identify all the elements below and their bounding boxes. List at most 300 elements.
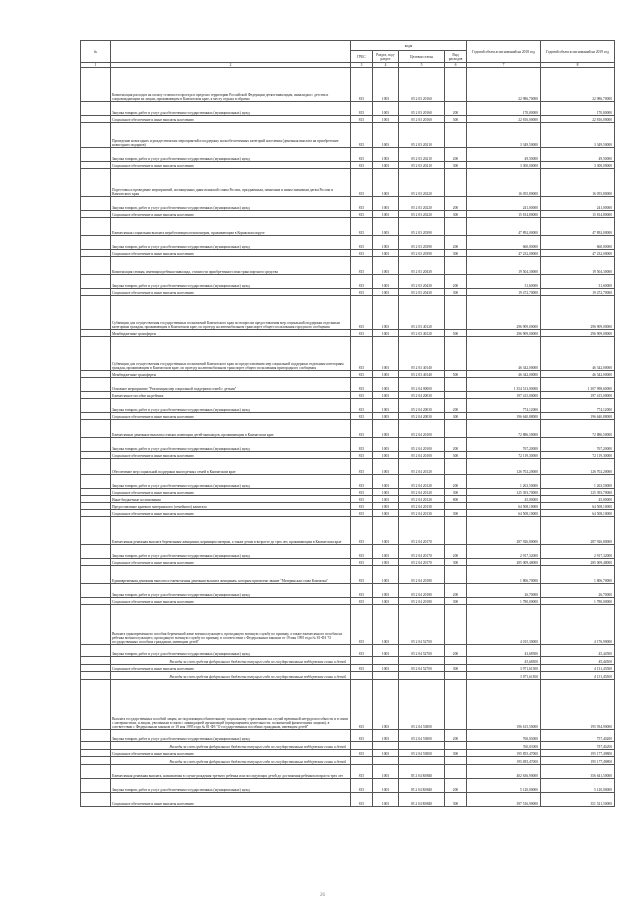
row-value-2019: 15 814,80000 — [541, 211, 615, 218]
row-type — [445, 123, 467, 148]
row-name: Социальное обеспечение и иные выплаты населению — [111, 598, 351, 605]
row-value-2018: 197 415,00000 — [467, 392, 541, 399]
row-grbs: 815 — [351, 545, 373, 559]
row-number — [81, 275, 111, 289]
row-number — [81, 296, 111, 330]
table-row — [81, 475, 615, 489]
row-value-2018: 3 349,50000 — [467, 123, 541, 148]
row-number — [81, 218, 111, 236]
table-row — [81, 289, 615, 296]
row-section: 1003 — [373, 257, 399, 275]
row-name: Субвенции для осуществления государственных полномочий Камчатского края по вопросам предоставления мер социальной поддержки отдельным категориям граждан, проживающим в Камчатском крае, по проезду на автомобильном транспорте общего пользования городского сообщения — [111, 296, 351, 330]
row-name: Компенсация расходов на оплату стоимости проезда в пределах территории Российской Федерации детям-инвалидам, инвалидам с детства и сопровождающим их лицам, проживающим в Камчатском крае, к месту отдыха и обратно — [111, 68, 351, 102]
codes-header: коды — [351, 41, 467, 51]
row-name: Социальное обеспечение и иные выплаты населению — [111, 793, 351, 807]
row-article — [399, 742, 445, 750]
row-name: Ежемесячная денежная выплата беременным женщинам, кормящим матерям, а также детям в возрасте до трех лет, проживающим в Камчатском крае — [111, 517, 351, 545]
row-section: 1003 — [373, 296, 399, 330]
row-value-2019: 22 986,70000 — [541, 68, 615, 102]
row-value-2018: 1 354 513,00000 — [467, 378, 541, 392]
row-number — [81, 337, 111, 371]
row-type: 500 — [445, 371, 467, 378]
row-section: 1003 — [373, 598, 399, 605]
row-value-2019: 1 780,00000 — [541, 598, 615, 605]
table-row — [81, 218, 615, 236]
row-type: 300 — [445, 452, 467, 459]
row-value-2019: 757,40200 — [541, 730, 615, 742]
table-note-row — [81, 657, 615, 665]
row-grbs: 815 — [351, 750, 373, 757]
row-type — [445, 672, 467, 680]
table-row — [81, 645, 615, 657]
row-value-2019: 125 393,70000 — [541, 489, 615, 496]
row-number — [81, 645, 111, 657]
table-row — [81, 250, 615, 257]
row-name: Ежемесячная денежная выплата, назначаемая в случае рождения третьего ребенка или последующих детей до достижения ребенком возраста трех лет — [111, 765, 351, 779]
row-grbs: 815 — [351, 169, 373, 197]
row-number — [81, 657, 111, 665]
row-article: 05 2 04 53800 — [399, 750, 445, 757]
table-row — [81, 148, 615, 162]
row-type: 300 — [445, 211, 467, 218]
row-section: 1003 — [373, 392, 399, 399]
table-row — [81, 510, 615, 517]
row-value-2019: 195 934,90000 — [541, 680, 615, 730]
row-section: 1003 — [373, 496, 399, 503]
page-number: 26 — [320, 893, 325, 898]
row-article: 05 2 03 20430 — [399, 257, 445, 275]
table-row — [81, 438, 615, 452]
row-type — [445, 392, 467, 399]
row-name: Социальное обеспечение и иные выплаты населению — [111, 559, 351, 566]
row-value-2018: 170,00000 — [467, 102, 541, 116]
row-article: 05 2 04 20100 — [399, 438, 445, 452]
table-row — [81, 545, 615, 559]
row-value-2019: 4 131,45500 — [541, 672, 615, 680]
row-number — [81, 730, 111, 742]
col-index: 1 — [81, 63, 111, 68]
row-number — [81, 459, 111, 475]
row-article: 05 2 04 00000 — [399, 378, 445, 392]
table-row — [81, 779, 615, 793]
row-value-2018: 196 615,50000 — [467, 680, 541, 730]
row-value-2019: 126 702,20000 — [541, 459, 615, 475]
row-name: Социальное обеспечение и иные выплаты населению — [111, 510, 351, 517]
row-value-2018: 15 814,80000 — [467, 211, 541, 218]
row-name: Закупка товаров, работ и услуг для обеспечения государственных (муниципальных) нужд — [111, 197, 351, 211]
row-grbs: 815 — [351, 250, 373, 257]
row-number — [81, 672, 111, 680]
row-value-2018: 46 342,00000 — [467, 371, 541, 378]
row-value-2019: 26,70000 — [541, 584, 615, 598]
row-value-2019: 47 892,00000 — [541, 218, 615, 236]
row-type: 200 — [445, 438, 467, 452]
row-name: Социальное обеспечение и иные выплаты населению — [111, 250, 351, 257]
row-grbs: 815 — [351, 559, 373, 566]
row-type: 200 — [445, 148, 467, 162]
row-value-2018: 26,70000 — [467, 584, 541, 598]
row-value-2019: 4 131,45500 — [541, 665, 615, 672]
row-type: 200 — [445, 584, 467, 598]
row-value-2019: 287 926,80000 — [541, 517, 615, 545]
row-type: 300 — [445, 289, 467, 296]
row-grbs: 815 — [351, 793, 373, 807]
row-name: Закупка товаров, работ и услуг для обеспечения государственных (муниципальных) нужд — [111, 730, 351, 742]
table-row — [81, 236, 615, 250]
row-type — [445, 459, 467, 475]
row-section: 1003 — [373, 765, 399, 779]
row-section: 1003 — [373, 779, 399, 793]
row-value-2019: 351 521,50000 — [541, 793, 615, 807]
row-article: 05 2 03 40120 — [399, 330, 445, 337]
row-number — [81, 169, 111, 197]
col-section-header: Раздел, под-раздел — [373, 51, 399, 63]
row-type — [445, 517, 467, 545]
row-name: Социальное обеспечение и иные выплаты населению — [111, 211, 351, 218]
table-row — [81, 330, 615, 337]
row-grbs: 815 — [351, 566, 373, 584]
row-article: 05 2 04 52700 — [399, 605, 445, 645]
row-value-2019: 64 508,10000 — [541, 503, 615, 510]
row-section: 1003 — [373, 605, 399, 645]
row-article: 05 2 03 20220 — [399, 197, 445, 211]
row-section: 1003 — [373, 123, 399, 148]
row-name: Межбюджетные трансферты — [111, 330, 351, 337]
row-type: 300 — [445, 793, 467, 807]
row-type: 800 — [445, 496, 467, 503]
row-article: 05 2 03 20390 — [399, 236, 445, 250]
row-value-2018: 31,60000 — [467, 275, 541, 289]
row-article: 05 2 04 20120 — [399, 475, 445, 489]
row-type: 300 — [445, 750, 467, 757]
row-name: Закупка товаров, работ и услуг для обеспечения государственных (муниципальных) нужд — [111, 584, 351, 598]
row-section — [373, 742, 399, 750]
row-number — [81, 545, 111, 559]
row-type: 200 — [445, 399, 467, 413]
row-type: 200 — [445, 197, 467, 211]
row-value-2019: 49,50000 — [541, 148, 615, 162]
row-number — [81, 496, 111, 503]
row-number — [81, 793, 111, 807]
table-note-row — [81, 742, 615, 750]
row-name: Закупка товаров, работ и услуг для обеспечения государственных (муниципальных) нужд — [111, 236, 351, 250]
row-type: 200 — [445, 275, 467, 289]
row-grbs: 815 — [351, 475, 373, 489]
row-grbs: 815 — [351, 399, 373, 413]
row-article: 05 2 04 20100 — [399, 420, 445, 438]
row-article: 05 2 04 R0840 — [399, 779, 445, 793]
row-grbs: 815 — [351, 413, 373, 420]
row-section: 1003 — [373, 665, 399, 672]
row-section — [373, 672, 399, 680]
row-value-2019: 46 342,00000 — [541, 371, 615, 378]
row-number — [81, 757, 111, 765]
row-grbs: 815 — [351, 337, 373, 371]
row-name: Проведение новогодних и рождественских мероприятий и поддержку малообеспеченных категорий населения (денежная выплата на приобретение новогодних подарков) — [111, 123, 351, 148]
row-section: 1003 — [373, 162, 399, 169]
row-grbs: 815 — [351, 459, 373, 475]
row-type: 200 — [445, 730, 467, 742]
row-grbs: 815 — [351, 123, 373, 148]
row-value-2018: 22 816,00000 — [467, 116, 541, 123]
row-section: 1003 — [373, 475, 399, 489]
row-section: 1003 — [373, 584, 399, 598]
row-name: Предоставление краевого материнского (семейного) капитала — [111, 503, 351, 510]
row-value-2019: 22 816,00000 — [541, 116, 615, 123]
row-type: 200 — [445, 645, 467, 657]
row-value-2019: 31,60000 — [541, 275, 615, 289]
row-value-2018: 241,00000 — [467, 197, 541, 211]
row-value-2018: 72 119,30000 — [467, 452, 541, 459]
row-name: Основное мероприятие "Реализация мер социальной поддержки семей с детьми" — [111, 378, 351, 392]
row-section: 1003 — [373, 545, 399, 559]
row-article: 05 2 04 20120 — [399, 496, 445, 503]
table-row — [81, 275, 615, 289]
table-row — [81, 371, 615, 378]
row-section: 1003 — [373, 459, 399, 475]
row-value-2019: 72 119,30000 — [541, 452, 615, 459]
row-name: Социальное обеспечение и иные выплаты населению — [111, 452, 351, 459]
row-section: 1003 — [373, 438, 399, 452]
row-value-2018: 45,00000 — [467, 496, 541, 503]
row-section: 1003 — [373, 218, 399, 236]
row-value-2018: 16 055,80000 — [467, 169, 541, 197]
row-article: 05 2 04 20180 — [399, 598, 445, 605]
table-row — [81, 337, 615, 371]
row-name: Социальное обеспечение и иные выплаты населению — [111, 750, 351, 757]
row-grbs: 815 — [351, 289, 373, 296]
row-grbs: 815 — [351, 680, 373, 730]
row-value-2019: 5 120,00000 — [541, 779, 615, 793]
row-article: 05 2 04 20170 — [399, 545, 445, 559]
row-number — [81, 559, 111, 566]
row-name: Закупка товаров, работ и услуг для обеспечения государственных (муниципальных) нужд — [111, 779, 351, 793]
row-value-2019: 195 177,49800 — [541, 750, 615, 757]
row-number — [81, 598, 111, 605]
row-type — [445, 337, 467, 371]
row-article: 05 2 04 20030 — [399, 413, 445, 420]
row-article: 05 2 03 20210 — [399, 148, 445, 162]
row-type — [445, 420, 467, 438]
row-type — [445, 742, 467, 750]
row-article: 05 2 03 40120 — [399, 296, 445, 330]
table-row — [81, 765, 615, 779]
row-value-2018: 125 393,70000 — [467, 489, 541, 496]
row-grbs: 815 — [351, 392, 373, 399]
row-grbs: 815 — [351, 605, 373, 645]
row-type: 200 — [445, 236, 467, 250]
row-type — [445, 757, 467, 765]
row-value-2019: 16 055,80000 — [541, 169, 615, 197]
row-article: 05 2 03 20160 — [399, 102, 445, 116]
table-row — [81, 102, 615, 116]
row-type: 300 — [445, 413, 467, 420]
row-value-2018: 1 780,00000 — [467, 598, 541, 605]
row-grbs: 815 — [351, 257, 373, 275]
row-article: 05 2 03 40140 — [399, 371, 445, 378]
row-value-2019: 1 263,50000 — [541, 475, 615, 489]
row-section: 1003 — [373, 452, 399, 459]
row-type — [445, 68, 467, 102]
row-section: 1003 — [373, 420, 399, 438]
row-name: Ежемесячные денежные выплаты семьям, имеющим детей-инвалидов, проживающим в Камчатском крае — [111, 420, 351, 438]
row-value-2018: 774,12000 — [467, 399, 541, 413]
row-value-2018: 3 300,00000 — [467, 162, 541, 169]
col-index: 7 — [467, 63, 541, 68]
row-value-2019: 774,12000 — [541, 399, 615, 413]
row-article: 05 2 03 20210 — [399, 162, 445, 169]
row-type: 200 — [445, 545, 467, 559]
col-name-header — [111, 41, 351, 63]
row-name: Ежемесячная социальная выплата неработающим пенсионерам, проживающим в Корякском округе — [111, 218, 351, 236]
row-section: 1003 — [373, 289, 399, 296]
row-name: Социальное обеспечение и иные выплаты населению — [111, 665, 351, 672]
table-row — [81, 517, 615, 545]
row-number — [81, 236, 111, 250]
row-section: 1003 — [373, 645, 399, 657]
row-number — [81, 489, 111, 496]
row-value-2018: 5 120,00000 — [467, 779, 541, 793]
row-type — [445, 296, 467, 330]
row-number — [81, 197, 111, 211]
row-number — [81, 123, 111, 148]
table-row — [81, 211, 615, 218]
row-value-2018: 195 855,47000 — [467, 750, 541, 757]
table-row — [81, 162, 615, 169]
row-type: 300 — [445, 510, 467, 517]
row-section: 1003 — [373, 211, 399, 218]
row-section: 1003 — [373, 510, 399, 517]
row-name: Закупка товаров, работ и услуг для обеспечения государственных (муниципальных) нужд — [111, 545, 351, 559]
row-number — [81, 250, 111, 257]
row-grbs: 815 — [351, 211, 373, 218]
row-section: 1003 — [373, 730, 399, 742]
row-value-2018: 287 926,80000 — [467, 517, 541, 545]
col-index: 8 — [541, 63, 615, 68]
row-type: 200 — [445, 779, 467, 793]
row-section: 1003 — [373, 793, 399, 807]
row-section: 1003 — [373, 337, 399, 371]
table-row — [81, 750, 615, 757]
row-number — [81, 665, 111, 672]
row-type: 300 — [445, 489, 467, 496]
row-value-2018: 19 504,30000 — [467, 257, 541, 275]
row-value-2019: 46 342,00000 — [541, 337, 615, 371]
row-value-2018: 72 886,50000 — [467, 420, 541, 438]
table-row — [81, 399, 615, 413]
row-section: 1003 — [373, 236, 399, 250]
row-type: 300 — [445, 116, 467, 123]
row-number — [81, 257, 111, 275]
row-number — [81, 102, 111, 116]
row-number — [81, 605, 111, 645]
row-type: 300 — [445, 665, 467, 672]
row-article: 05 2 03 20160 — [399, 116, 445, 123]
row-type — [445, 378, 467, 392]
row-name: Закупка товаров, работ и услуг для обеспечения государственных (муниципальных) нужд — [111, 399, 351, 413]
row-name: Закупка товаров, работ и услуг для обеспечения государственных (муниципальных) нужд — [111, 102, 351, 116]
row-number — [81, 420, 111, 438]
row-grbs: 815 — [351, 116, 373, 123]
row-name: Закупка товаров, работ и услуг для обеспечения государственных (муниципальных) нужд — [111, 148, 351, 162]
row-grbs: 815 — [351, 162, 373, 169]
table-row — [81, 489, 615, 496]
table-row — [81, 605, 615, 645]
row-section — [373, 757, 399, 765]
row-section: 1003 — [373, 517, 399, 545]
col-index: 3 — [351, 63, 373, 68]
row-type: 300 — [445, 598, 467, 605]
row-number — [81, 413, 111, 420]
row-value-2018: 1 263,50000 — [467, 475, 541, 489]
col-num-header: № — [81, 41, 111, 63]
row-value-2018: 402 636,90000 — [467, 765, 541, 779]
row-value-2019: 296 909,00000 — [541, 330, 615, 337]
row-value-2018: 660,00000 — [467, 236, 541, 250]
col-grbs-header: ГРБС — [351, 51, 373, 63]
row-grbs: 815 — [351, 489, 373, 496]
row-section: 1003 — [373, 750, 399, 757]
row-grbs: 815 — [351, 296, 373, 330]
row-value-2018: 64 508,10000 — [467, 503, 541, 510]
row-grbs: 815 — [351, 765, 373, 779]
row-grbs: 815 — [351, 517, 373, 545]
table-row — [81, 197, 615, 211]
row-name: Иные бюджетные ассигнования — [111, 496, 351, 503]
table-note-row — [81, 757, 615, 765]
row-value-2019: 45,44500 — [541, 657, 615, 665]
row-number — [81, 680, 111, 730]
row-number — [81, 517, 111, 545]
row-article: 05 2 04 20120 — [399, 459, 445, 475]
row-grbs: 815 — [351, 503, 373, 510]
row-value-2018: 64 508,10000 — [467, 510, 541, 517]
row-type — [445, 657, 467, 665]
row-section: 1003 — [373, 559, 399, 566]
row-name: Социальное обеспечение и иные выплаты населению — [111, 289, 351, 296]
row-type — [445, 503, 467, 510]
row-value-2018: 1 806,70000 — [467, 566, 541, 584]
table-row — [81, 793, 615, 807]
row-number — [81, 438, 111, 452]
row-type — [445, 605, 467, 645]
row-value-2018: 46 342,00000 — [467, 337, 541, 371]
row-value-2019: 196 640,88000 — [541, 413, 615, 420]
row-value-2019: 64 508,10000 — [541, 510, 615, 517]
row-number — [81, 452, 111, 459]
row-article: 05 2 03 20220 — [399, 169, 445, 197]
row-section: 1003 — [373, 68, 399, 102]
row-article: 05 2 04 53800 — [399, 730, 445, 742]
row-value-2018: 22 986,70000 — [467, 68, 541, 102]
row-section: 1003 — [373, 116, 399, 123]
row-article: 05 2 04 20030 — [399, 399, 445, 413]
row-value-2019: 1 307 998,60000 — [541, 378, 615, 392]
row-section: 1003 — [373, 275, 399, 289]
row-type: 300 — [445, 250, 467, 257]
row-article: 05 2 03 20390 — [399, 250, 445, 257]
row-number — [81, 765, 111, 779]
row-value-2019: 2 917,32000 — [541, 545, 615, 559]
row-number — [81, 566, 111, 584]
row-section: 1003 — [373, 680, 399, 730]
row-article: 05 2 04 52700 — [399, 665, 445, 672]
row-article: 05 2 04 20130 — [399, 510, 445, 517]
row-value-2018: 196 640,88000 — [467, 413, 541, 420]
row-value-2018: 397 516,90000 — [467, 793, 541, 807]
row-name: Выплата единовременного пособия беременной жене военнослужащего, проходящего военную службу по призыву, а также ежемесячного пособия на ребенка военнослужащего, проходящего военную службу по призыву, в соответствии с Федеральным законом от 19 мая 1995 года № 81-ФЗ "О государственных пособиях гражданам, имеющим детей" — [111, 605, 351, 645]
table-row — [81, 730, 615, 742]
